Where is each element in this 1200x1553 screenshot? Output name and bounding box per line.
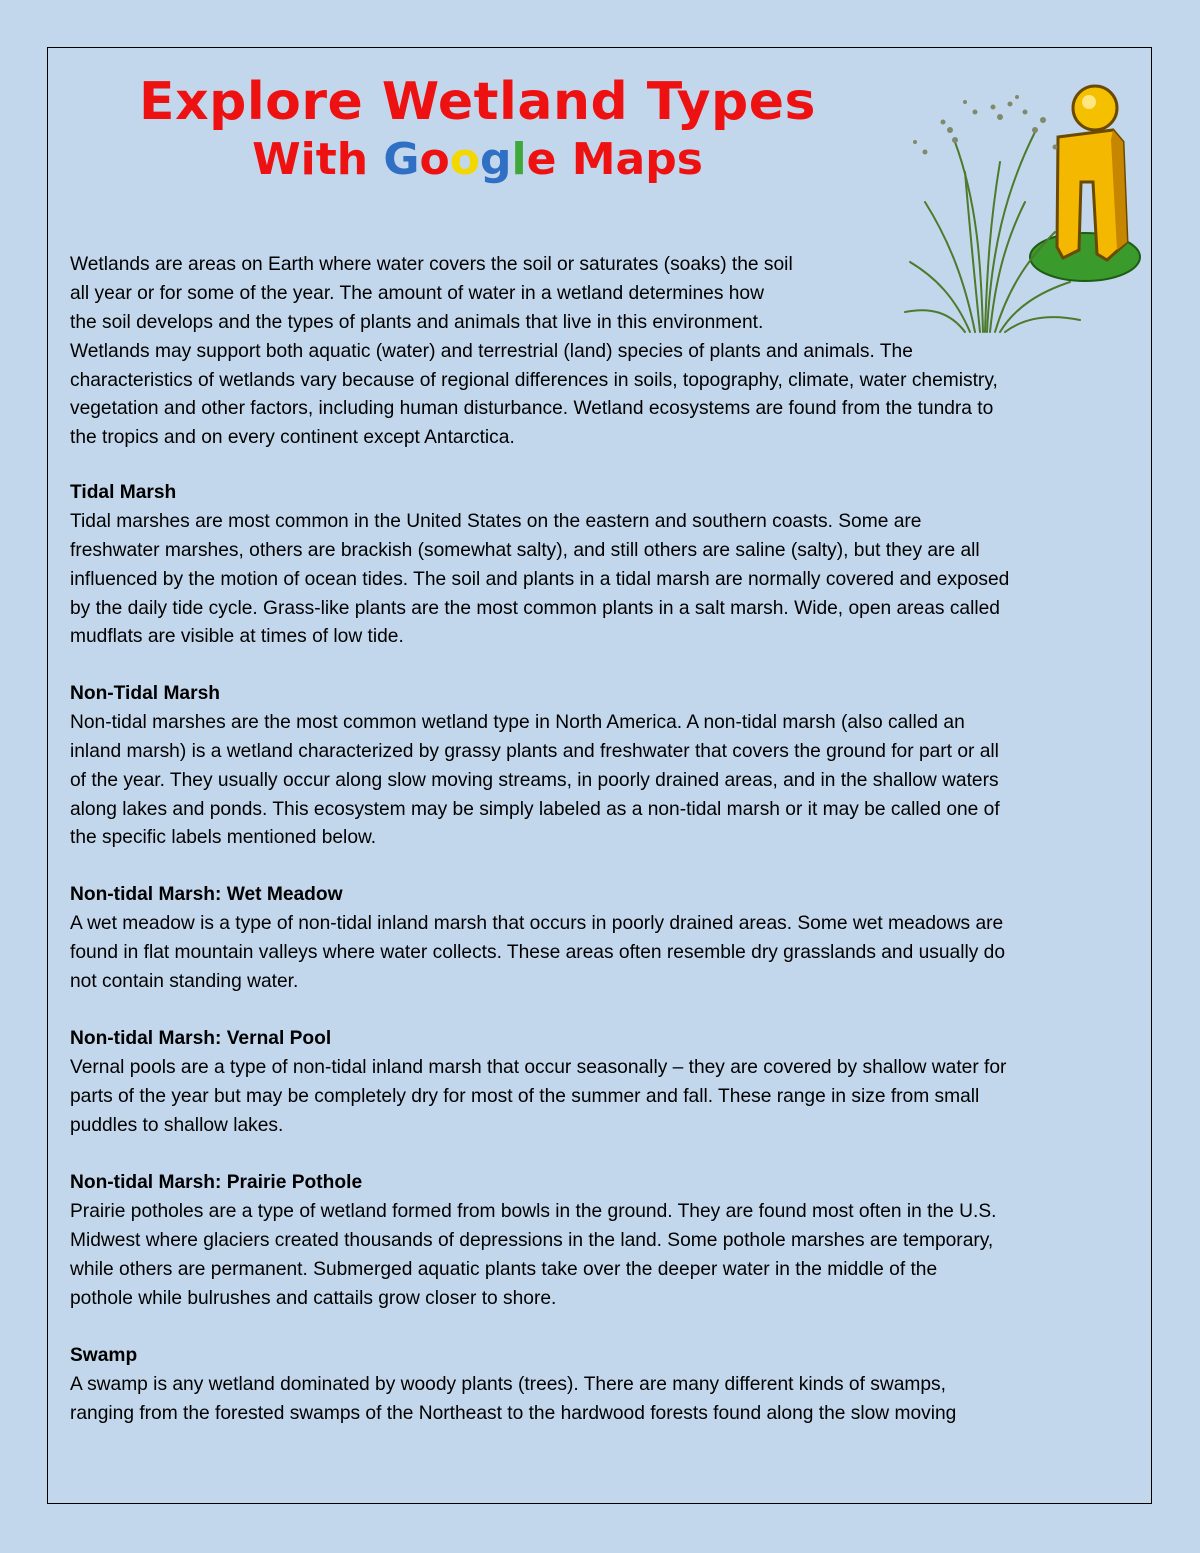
- paragraph-line: vegetation and other factors, including human disturbance. Wetland ecosystems are found from the tundra to: [70, 398, 994, 420]
- paragraph-line: ranging from the forested swamps of the Northeast to the hardwood forests found along the slow moving: [70, 1402, 957, 1424]
- paragraph-line: A wet meadow is a type of non-tidal inland marsh that occurs in poorly drained areas. Some wet meadows are: [70, 912, 1004, 934]
- paragraph-line: Midwest where glaciers created thousands of depressions in the land. Some pothole marshes are temporary,: [70, 1229, 994, 1251]
- paragraph-line: all year or for some of the year. The amount of water in a wetland determines how: [70, 282, 764, 304]
- paragraph-line: along lakes and ponds. This ecosystem may be simply labeled as a non-tidal marsh or it may be called one of: [70, 798, 1000, 820]
- paragraph-line: mudflats are visible at times of low tide.: [70, 626, 404, 648]
- section-tidal-marsh: [70, 479, 1009, 652]
- section-prairie-pothole: [70, 1169, 996, 1313]
- paragraph-line: of the year. They usually occur along slow moving streams, in poorly drained areas, and in the shallow waters: [70, 769, 999, 791]
- paragraph-line: while others are permanent. Submerged aquatic plants take over the deeper water in the middle of the: [70, 1258, 938, 1280]
- section-heading: Tidal Marsh: [70, 482, 177, 503]
- paragraph-line: the soil develops and the types of plants and animals that live in this environment.: [70, 311, 764, 333]
- paragraph-line: Vernal pools are a type of non-tidal inland marsh that occur seasonally – they are covered by shallow water for: [70, 1056, 1007, 1078]
- paragraph-line: freshwater marshes, others are brackish (somewhat salty), and still others are saline (salty), but they are all: [70, 539, 980, 561]
- page-subtitle: [0, 134, 955, 185]
- paragraph-line: Prairie potholes are a type of wetland formed from bowls in the ground. They are found most often in the U.S.: [70, 1200, 997, 1222]
- paragraph-line: characteristics of wetlands vary because of regional differences in soils, topography, climate, water chemistry,: [70, 369, 998, 391]
- google-wordmark: [383, 134, 556, 185]
- paragraph-line: puddles to shallow lakes.: [70, 1114, 284, 1136]
- subtitle-with: With: [252, 134, 369, 185]
- google-letter: e: [526, 134, 557, 185]
- section-wet-meadow: [70, 881, 1005, 997]
- paragraph-line: Wetlands may support both aquatic (water) and terrestrial (land) species of plants and animals. The: [70, 340, 913, 362]
- paragraph-line: not contain standing water.: [70, 970, 299, 992]
- section-swamp: [70, 1342, 956, 1429]
- paragraph-line: parts of the year but may be completely dry for most of the summer and fall. These range in size from small: [70, 1085, 980, 1107]
- google-letter: o: [419, 134, 450, 185]
- intro-paragraph: [70, 251, 998, 453]
- paragraph-line: the tropics and on every continent except Antarctica.: [70, 427, 515, 449]
- google-letter: g: [479, 134, 512, 185]
- paragraph-line: influenced by the motion of ocean tides. The soil and plants in a tidal marsh are normally covered and exposed: [70, 568, 1010, 590]
- paragraph-line: Wetlands are areas on Earth where water covers the soil or saturates (soaks) the soil: [70, 254, 793, 275]
- section-non-tidal-marsh: [70, 680, 1000, 853]
- paragraph-line: A swamp is any wetland dominated by woody plants (trees). There are many different kinds of swamps,: [70, 1373, 946, 1395]
- paragraph-line: found in flat mountain valleys where water collects. These areas often resemble dry grasslands and usually do: [70, 941, 1006, 963]
- section-heading: Non-tidal Marsh: Vernal Pool: [70, 1028, 332, 1049]
- paragraph-line: Non-tidal marshes are the most common wetland type in North America. A non-tidal marsh (also called an: [70, 711, 965, 733]
- google-letter: G: [383, 134, 420, 185]
- google-letter: l: [511, 134, 527, 185]
- section-heading: Swamp: [70, 1345, 138, 1366]
- paragraph-line: by the daily tide cycle. Grass-like plants are the most common plants in a salt marsh. Wide, open areas called: [70, 597, 1000, 619]
- paragraph-line: pothole while bulrushes and cattails grow closer to shore.: [70, 1287, 557, 1309]
- subtitle-maps: Maps: [571, 134, 703, 185]
- paragraph-line: Tidal marshes are most common in the United States on the eastern and southern coasts. Some are: [70, 510, 922, 532]
- section-heading: Non-Tidal Marsh: [70, 683, 220, 704]
- paragraph-line: inland marsh) is a wetland characterized by grassy plants and freshwater that covers the ground for part or all: [70, 740, 999, 762]
- page-title: Explore Wetland Types: [139, 72, 816, 132]
- google-letter: o: [449, 134, 480, 185]
- section-heading: Non-tidal Marsh: Prairie Pothole: [70, 1172, 363, 1193]
- section-vernal-pool: [70, 1025, 1006, 1141]
- grass-seedheads: [913, 95, 1058, 155]
- paragraph-line: the specific labels mentioned below.: [70, 827, 377, 849]
- section-heading: Non-tidal Marsh: Wet Meadow: [70, 884, 343, 905]
